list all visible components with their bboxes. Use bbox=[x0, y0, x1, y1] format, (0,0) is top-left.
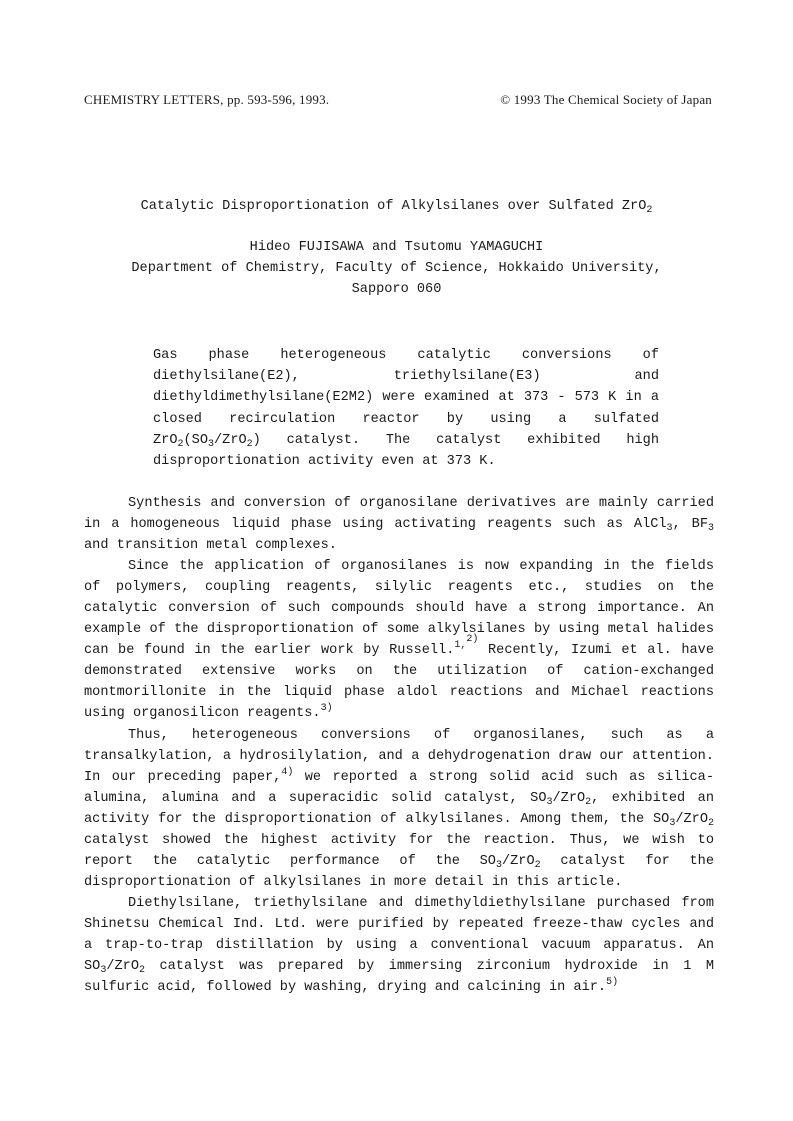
paragraph: Thus, heterogeneous conversions of organosilanes, such as a transalkylation, a hydrosilylation, and a dehydrogenation draw our attention. In our preceding paper,$^{4)}$ we reported a strong solid acid such as silica-alumina, alumina and a superacidic solid catalyst, $SO_3/ZrO_2$, exhibited an activity for the disproportionation of alkylsilanes. Among them, the $SO_3/ZrO_2$ catalyst showed the highest activity for the reaction. Thus, we wish to report the catalytic performance of the $SO_3/ZrO_2$ catalyst for the disproportionation of alkylsilanes in more detail in this article. bbox=[84, 727, 714, 890]
paper-city: Sapporo 060 bbox=[351, 282, 442, 297]
journal-citation: CHEMISTRY LETTERS, pp. 593-596, 1993. bbox=[84, 92, 330, 107]
body-text bbox=[84, 493, 714, 998]
paragraph: Since the application of organosilanes is now expanding in the fields of polymers, coupling reagents, silylic reagents etc., studies on the catalytic conversion of such compounds should have a strong importance. An example of the disproportionation of some alkylsilanes by using metal halides can be found in the earlier work by Russell.$^{1,^{2)}}$ Recently, Izumi et al. have demonstrated extensive works on the utilization of cation-exchanged montmorillonite in the liquid phase aldol reactions and Michael reactions using organosilicon reagents.$^{3)}$ bbox=[84, 559, 714, 722]
paper-authors: Hideo FUJISAWA and Tsutomu YAMAGUCHI bbox=[249, 240, 544, 255]
paper-title: Catalytic Disproportionation of Alkylsilanes over Sulfated ZrO$_2$ bbox=[140, 199, 653, 216]
paper-affiliation: Department of Chemistry, Faculty of Science, Hokkaido University, bbox=[131, 261, 662, 276]
copyright-notice: © 1993 The Chemical Society of Japan bbox=[500, 92, 712, 107]
paragraph: Diethylsilane, triethylsilane and dimethyldiethylsilane purchased from Shinetsu Chemical Ind. Ltd. were purified by repeated freeze-thaw cycles and a trap-to-trap distillation by using a conventional vacuum apparatus. An $SO_3/ZrO_2$ catalyst was prepared by immersing zirconium hydroxide in 1 M sulfuric acid, followed by washing, drying and calcining in air.$^{5)}$ bbox=[84, 895, 714, 996]
abstract: Gas phase heterogeneous catalytic conversions of diethylsilane(E2), triethylsilane(E3) and diethyldimethylsilane(E2M2) were examined at 373 - 573 K in a closed recirculation reactor by using a sulfated $ZrO_2(SO_3/ZrO_2)$ catalyst. The catalyst exhibited high disproportionation activity even at 373 K. bbox=[153, 348, 659, 470]
paragraph: Synthesis and conversion of organosilane derivatives are mainly carried in a homogeneous liquid phase using activating reagents such as AlCl$_3$, $BF_3$ and transition metal complexes. bbox=[84, 496, 714, 554]
